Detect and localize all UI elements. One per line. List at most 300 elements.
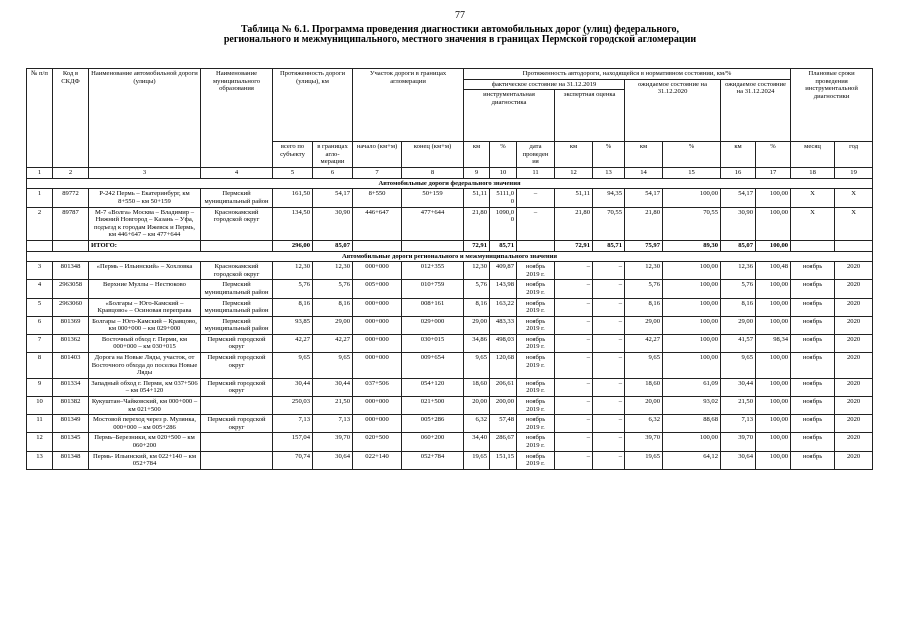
- table-row: [27, 298, 873, 316]
- expert-percent: –: [593, 415, 625, 433]
- road-name: Дорога на Новые Ляды, участок, от Восточного обхода до поселка Новые Ляды: [89, 353, 201, 379]
- expected-2020-percent: 100,00: [663, 189, 721, 207]
- expert-km: –: [555, 334, 593, 352]
- length-total: 5,76: [273, 280, 313, 298]
- expected-2024-km: 8,16: [721, 298, 756, 316]
- expected-2020-km: 8,16: [625, 298, 663, 316]
- expert-km: –: [555, 433, 593, 451]
- planned-year: 2020: [835, 316, 873, 334]
- road-code: 89787: [53, 207, 89, 240]
- expert-km: –: [555, 378, 593, 396]
- municipality-name: Пермский муниципальный район: [201, 316, 273, 334]
- length-agglomeration: 7,13: [313, 415, 353, 433]
- expert-km: 51,11: [555, 189, 593, 207]
- instrumental-percent: 483,33: [490, 316, 517, 334]
- expected-2020-km: 18,60: [625, 378, 663, 396]
- expected-2024-km: 9,65: [721, 353, 756, 379]
- header-share: Протяженность автодороги, находящейся в нормативном состоянии, км/%: [464, 69, 791, 80]
- expected-2024-percent: 100,00: [756, 316, 791, 334]
- planned-month: ноябрь: [791, 433, 835, 451]
- road-code: 801403: [53, 353, 89, 379]
- planned-month: ноябрь: [791, 415, 835, 433]
- expert-km: –: [555, 262, 593, 280]
- length-agglomeration: 12,30: [313, 262, 353, 280]
- header-row-1: [27, 69, 873, 80]
- expected-2020-percent: 64,12: [663, 451, 721, 469]
- header-road-name: Наименование автомобильной дороги (улицы): [89, 69, 201, 168]
- municipality-name: [201, 433, 273, 451]
- municipality-name: Пермский городской округ: [201, 334, 273, 352]
- instrumental-km: 34,86: [464, 334, 490, 352]
- road-name: Пермь- Ильинский, км 022+140 – км 052+784: [89, 451, 201, 469]
- expected-2020-percent: 70,55: [663, 207, 721, 240]
- header-km: км: [721, 142, 756, 168]
- expected-2024-percent: 100,00: [756, 378, 791, 396]
- row-number: 12: [27, 433, 53, 451]
- section-start: 000+000: [353, 262, 402, 280]
- length-total: 42,27: [273, 334, 313, 352]
- expert-percent: 85,71: [593, 240, 625, 251]
- row-number: 3: [27, 262, 53, 280]
- instrumental-percent: 200,00: [490, 397, 517, 415]
- expected-2020-km: 29,00: [625, 316, 663, 334]
- expected-2020-km: 20,00: [625, 397, 663, 415]
- diagnostics-date: ноябрь 2019 г.: [517, 451, 555, 469]
- road-code: 2963060: [53, 298, 89, 316]
- section-end: 052+784: [402, 451, 464, 469]
- planned-month: ноябрь: [791, 298, 835, 316]
- section-start: 000+000: [353, 334, 402, 352]
- expected-2020-km: 19,65: [625, 451, 663, 469]
- expert-km: –: [555, 397, 593, 415]
- empty-cell: [835, 240, 873, 251]
- header-pct: %: [490, 142, 517, 168]
- expert-km: 21,80: [555, 207, 593, 240]
- column-number: 17: [756, 168, 791, 179]
- expert-km: –: [555, 298, 593, 316]
- planned-year: 2020: [835, 298, 873, 316]
- column-number: 4: [201, 168, 273, 179]
- row-number: 4: [27, 280, 53, 298]
- expected-2020-percent: 89,30: [663, 240, 721, 251]
- table-row: [27, 397, 873, 415]
- expert-km: 72,91: [555, 240, 593, 251]
- header-end: конец (км+м): [402, 142, 464, 168]
- header-start: начало (км+м): [353, 142, 402, 168]
- expert-km: –: [555, 316, 593, 334]
- column-number: 10: [490, 168, 517, 179]
- expected-2020-percent: 100,00: [663, 262, 721, 280]
- expected-2020-percent: 100,00: [663, 334, 721, 352]
- instrumental-km: 6,32: [464, 415, 490, 433]
- road-code: 801362: [53, 334, 89, 352]
- road-code: 89772: [53, 189, 89, 207]
- column-number-row: [27, 168, 873, 179]
- title-line-2: регионального и межмуниципального, местного значения в границах Пермской городской агломерации: [223, 34, 697, 45]
- expected-2024-km: 30,64: [721, 451, 756, 469]
- expected-2024-km: 54,17: [721, 189, 756, 207]
- length-total: 250,03: [273, 397, 313, 415]
- column-number: 11: [517, 168, 555, 179]
- planned-month: ноябрь: [791, 451, 835, 469]
- column-number: 6: [313, 168, 353, 179]
- column-number: 2: [53, 168, 89, 179]
- diagnostics-date: ноябрь 2019 г.: [517, 298, 555, 316]
- table-row: [27, 334, 873, 352]
- header-instrumental: инструментальная диагностика: [464, 90, 555, 142]
- expected-2020-percent: 100,00: [663, 353, 721, 379]
- planned-year: 2020: [835, 334, 873, 352]
- row-number: 9: [27, 378, 53, 396]
- header-section: Участок дороги в границах агломерации: [353, 69, 464, 142]
- column-number: 13: [593, 168, 625, 179]
- header-year: год: [835, 142, 873, 168]
- length-total: 9,65: [273, 353, 313, 379]
- expert-km: –: [555, 415, 593, 433]
- column-number: 1: [27, 168, 53, 179]
- expert-percent: –: [593, 433, 625, 451]
- header-pct: %: [593, 142, 625, 168]
- expected-2024-km: 30,90: [721, 207, 756, 240]
- row-number: 1: [27, 189, 53, 207]
- expected-2020-km: 21,80: [625, 207, 663, 240]
- row-number: 6: [27, 316, 53, 334]
- expected-2024-km: 12,36: [721, 262, 756, 280]
- expected-2024-percent: 100,00: [756, 433, 791, 451]
- section-start: 000+000: [353, 316, 402, 334]
- length-total: 157,04: [273, 433, 313, 451]
- instrumental-km: 20,00: [464, 397, 490, 415]
- length-agglomeration: 54,17: [313, 189, 353, 207]
- section-end: 029+000: [402, 316, 464, 334]
- planned-year: 2020: [835, 353, 873, 379]
- table-row: [27, 415, 873, 433]
- expected-2024-km: 21,50: [721, 397, 756, 415]
- length-agglomeration: 9,65: [313, 353, 353, 379]
- total-label: ИТОГО:: [89, 240, 201, 251]
- length-agglomeration: 5,76: [313, 280, 353, 298]
- planned-month: ноябрь: [791, 353, 835, 379]
- planned-month: ноябрь: [791, 280, 835, 298]
- road-code: 801382: [53, 397, 89, 415]
- table-row: [27, 189, 873, 207]
- length-total: 134,50: [273, 207, 313, 240]
- section-start: 037+506: [353, 378, 402, 396]
- header-num: № п/п: [27, 69, 53, 168]
- instrumental-percent: 286,67: [490, 433, 517, 451]
- planned-month: ноябрь: [791, 378, 835, 396]
- table-row: [27, 433, 873, 451]
- table-body: [27, 69, 873, 470]
- header-date: дата проведен ия: [517, 142, 555, 168]
- length-total: 30,44: [273, 378, 313, 396]
- planned-month: ноябрь: [791, 262, 835, 280]
- section-start: 000+000: [353, 298, 402, 316]
- instrumental-km: 21,80: [464, 207, 490, 240]
- expert-percent: –: [593, 451, 625, 469]
- section-end: 009+654: [402, 353, 464, 379]
- instrumental-percent: 409,87: [490, 262, 517, 280]
- table-row: [27, 378, 873, 396]
- section-end: 012+355: [402, 262, 464, 280]
- expected-2020-km: 12,30: [625, 262, 663, 280]
- planned-year: X: [835, 189, 873, 207]
- expected-2024-km: 29,00: [721, 316, 756, 334]
- municipality-name: Краснокамский городской округ: [201, 262, 273, 280]
- instrumental-km: 5,76: [464, 280, 490, 298]
- header-municipality: Наименование муниципального образования: [201, 69, 273, 168]
- expert-km: –: [555, 353, 593, 379]
- expected-2020-percent: 100,00: [663, 298, 721, 316]
- header-total-subject: всего по субъекту: [273, 142, 313, 168]
- diagnostics-date: ноябрь 2019 г.: [517, 378, 555, 396]
- road-code: 2963058: [53, 280, 89, 298]
- expected-2024-percent: 98,34: [756, 334, 791, 352]
- table-row: [27, 316, 873, 334]
- road-name: Болгары – Юго-Камский – Кравцово, км 000+000 – км 029+000: [89, 316, 201, 334]
- expected-2020-km: 54,17: [625, 189, 663, 207]
- header-month: месяц: [791, 142, 835, 168]
- length-total: 7,13: [273, 415, 313, 433]
- diagnostics-date: –: [517, 189, 555, 207]
- header-pct: %: [663, 142, 721, 168]
- road-code: 801369: [53, 316, 89, 334]
- length-agglomeration: 8,16: [313, 298, 353, 316]
- header-within: в границах агло-мерации: [313, 142, 353, 168]
- header-expected-2020: ожидаемое состояние на 31.12.2020: [625, 79, 721, 142]
- length-agglomeration: 29,00: [313, 316, 353, 334]
- column-number: 8: [402, 168, 464, 179]
- road-code: 801345: [53, 433, 89, 451]
- expected-2024-km: 39,70: [721, 433, 756, 451]
- instrumental-percent: 498,03: [490, 334, 517, 352]
- header-km: км: [625, 142, 663, 168]
- instrumental-km: 72,91: [464, 240, 490, 251]
- expected-2024-km: 41,57: [721, 334, 756, 352]
- section-end: 50+159: [402, 189, 464, 207]
- road-code: 801334: [53, 378, 89, 396]
- instrumental-km: 29,00: [464, 316, 490, 334]
- table-row: [27, 207, 873, 240]
- page-number: 77: [455, 10, 465, 21]
- section-regional: Автомобильные дороги регионального и межмуниципального значения: [27, 251, 873, 262]
- expert-percent: –: [593, 397, 625, 415]
- section-start: 446+647: [353, 207, 402, 240]
- municipality-name: Пермский городской округ: [201, 415, 273, 433]
- length-agglomeration: 30,90: [313, 207, 353, 240]
- road-name: Пермь–Березники, км 020+500 – км 060+200: [89, 433, 201, 451]
- expert-percent: –: [593, 316, 625, 334]
- table-row: [27, 353, 873, 379]
- road-name: Западный обход г. Перми, км 037+506 – км 054+120: [89, 378, 201, 396]
- section-end: 010+759: [402, 280, 464, 298]
- municipality-name: Пермский муниципальный район: [201, 298, 273, 316]
- instrumental-percent: 163,22: [490, 298, 517, 316]
- instrumental-km: 18,60: [464, 378, 490, 396]
- table-row: [27, 280, 873, 298]
- instrumental-km: 19,65: [464, 451, 490, 469]
- expert-percent: –: [593, 353, 625, 379]
- planned-year: X: [835, 207, 873, 240]
- instrumental-km: 9,65: [464, 353, 490, 379]
- expected-2024-km: 30,44: [721, 378, 756, 396]
- instrumental-km: 12,30: [464, 262, 490, 280]
- length-total: 8,16: [273, 298, 313, 316]
- municipality-name: [201, 397, 273, 415]
- diagnostics-date: ноябрь 2019 г.: [517, 415, 555, 433]
- diagnostics-table: [26, 68, 873, 470]
- section-federal: Автомобильные дороги федерального значения: [27, 178, 873, 189]
- expected-2020-km: 6,32: [625, 415, 663, 433]
- length-agglomeration: 30,44: [313, 378, 353, 396]
- expected-2024-percent: 100,00: [756, 298, 791, 316]
- header-code: Код в СКДФ: [53, 69, 89, 168]
- row-number: 7: [27, 334, 53, 352]
- empty-cell: [201, 240, 273, 251]
- municipality-name: [201, 451, 273, 469]
- row-number: 2: [27, 207, 53, 240]
- road-name: Кукуштан–Чайковский, км 000+000 – км 021+500: [89, 397, 201, 415]
- planned-year: 2020: [835, 451, 873, 469]
- length-agglomeration: 85,07: [313, 240, 353, 251]
- expected-2020-km: 75,97: [625, 240, 663, 251]
- section-end: 054+120: [402, 378, 464, 396]
- length-agglomeration: 30,64: [313, 451, 353, 469]
- expected-2024-percent: 100,00: [756, 189, 791, 207]
- row-number: 11: [27, 415, 53, 433]
- table-row: [27, 262, 873, 280]
- expected-2024-km: 5,76: [721, 280, 756, 298]
- expert-km: –: [555, 451, 593, 469]
- expected-2024-percent: 100,00: [756, 280, 791, 298]
- empty-cell: [402, 240, 464, 251]
- expected-2024-percent: 100,48: [756, 262, 791, 280]
- diagnostics-date: ноябрь 2019 г.: [517, 397, 555, 415]
- expert-percent: 70,55: [593, 207, 625, 240]
- municipality-name: Краснокамский городской округ: [201, 207, 273, 240]
- expected-2020-km: 39,70: [625, 433, 663, 451]
- column-number: 12: [555, 168, 593, 179]
- instrumental-percent: 57,48: [490, 415, 517, 433]
- column-number: 7: [353, 168, 402, 179]
- instrumental-percent: 85,71: [490, 240, 517, 251]
- header-pct: %: [756, 142, 791, 168]
- row-number: 8: [27, 353, 53, 379]
- expected-2024-percent: 100,00: [756, 207, 791, 240]
- row-number: 10: [27, 397, 53, 415]
- table-title: [0, 25, 905, 45]
- column-number: 3: [89, 168, 201, 179]
- column-number: 18: [791, 168, 835, 179]
- length-total: 12,30: [273, 262, 313, 280]
- instrumental-percent: 5111,0 0: [490, 189, 517, 207]
- section-end: 008+161: [402, 298, 464, 316]
- planned-month: ноябрь: [791, 397, 835, 415]
- row-number: 13: [27, 451, 53, 469]
- section-federal-row: [27, 178, 873, 189]
- instrumental-percent: 143,98: [490, 280, 517, 298]
- header-km: км: [464, 142, 490, 168]
- empty-cell: [27, 240, 53, 251]
- planned-month: ноябрь: [791, 334, 835, 352]
- expected-2020-percent: 88,68: [663, 415, 721, 433]
- diagnostics-date: ноябрь 2019 г.: [517, 353, 555, 379]
- road-code: 801348: [53, 451, 89, 469]
- road-name: «Болгары – Юго-Камский – Кравцово» – Осиновая переправа: [89, 298, 201, 316]
- section-regional-row: [27, 251, 873, 262]
- column-number: 16: [721, 168, 756, 179]
- expected-2024-percent: 100,00: [756, 415, 791, 433]
- expected-2024-percent: 100,00: [756, 353, 791, 379]
- column-number: 9: [464, 168, 490, 179]
- section-start: 005+000: [353, 280, 402, 298]
- header-km: км: [555, 142, 593, 168]
- header-actual: фактическое состояние на 31.12.2019: [464, 79, 625, 90]
- road-name: Мостовой переход через р. Мулянка, 000+000 – км 005+286: [89, 415, 201, 433]
- instrumental-percent: 151,15: [490, 451, 517, 469]
- empty-cell: [53, 240, 89, 251]
- title-line-1: Таблица № 6.1. Программа проведения диагностики автомобильных дорог (улиц) федерального,: [240, 24, 679, 35]
- empty-cell: [791, 240, 835, 251]
- municipality-name: Пермский городской округ: [201, 378, 273, 396]
- header-expected-2024: ожидаемое состояние на 31.12.2024: [721, 79, 791, 142]
- column-number: 19: [835, 168, 873, 179]
- planned-year: 2020: [835, 280, 873, 298]
- instrumental-km: 51,11: [464, 189, 490, 207]
- expected-2020-percent: 61,09: [663, 378, 721, 396]
- length-agglomeration: 21,50: [313, 397, 353, 415]
- expected-2020-percent: 93,02: [663, 397, 721, 415]
- instrumental-percent: 1090,0 0: [490, 207, 517, 240]
- planned-month: X: [791, 207, 835, 240]
- planned-year: 2020: [835, 378, 873, 396]
- length-agglomeration: 42,27: [313, 334, 353, 352]
- section-start: 022+140: [353, 451, 402, 469]
- expert-percent: –: [593, 334, 625, 352]
- section-start: 8+550: [353, 189, 402, 207]
- total-row: [27, 240, 873, 251]
- road-code: 801348: [53, 262, 89, 280]
- municipality-name: Пермский муниципальный район: [201, 189, 273, 207]
- expected-2024-percent: 100,00: [756, 451, 791, 469]
- length-agglomeration: 39,70: [313, 433, 353, 451]
- empty-cell: [517, 240, 555, 251]
- planned-month: ноябрь: [791, 316, 835, 334]
- expected-2020-km: 9,65: [625, 353, 663, 379]
- expected-2020-percent: 100,00: [663, 316, 721, 334]
- instrumental-percent: 120,68: [490, 353, 517, 379]
- expert-km: –: [555, 280, 593, 298]
- expected-2024-percent: 100,00: [756, 397, 791, 415]
- instrumental-km: 8,16: [464, 298, 490, 316]
- expert-percent: –: [593, 378, 625, 396]
- road-name: «Пермь – Ильинский» – Хохловка: [89, 262, 201, 280]
- road-code: 801349: [53, 415, 89, 433]
- planned-year: 2020: [835, 415, 873, 433]
- road-name: Восточный обход г. Перми, км 000+000 – км 030+015: [89, 334, 201, 352]
- expert-percent: –: [593, 280, 625, 298]
- diagnostics-date: ноябрь 2019 г.: [517, 262, 555, 280]
- column-number: 14: [625, 168, 663, 179]
- section-start: 020+500: [353, 433, 402, 451]
- section-start: 000+000: [353, 415, 402, 433]
- length-total: 161,50: [273, 189, 313, 207]
- section-end: 021+500: [402, 397, 464, 415]
- planned-month: X: [791, 189, 835, 207]
- diagnostics-date: ноябрь 2019 г.: [517, 280, 555, 298]
- section-end: 005+286: [402, 415, 464, 433]
- length-total: 296,00: [273, 240, 313, 251]
